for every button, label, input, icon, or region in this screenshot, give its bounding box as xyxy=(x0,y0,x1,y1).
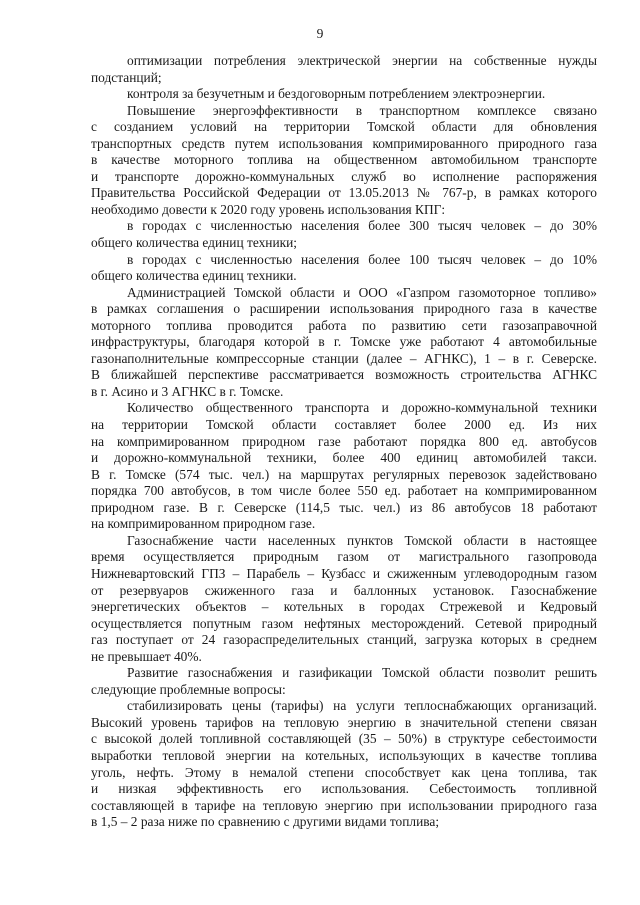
text-line: В ближайшей перспективе рассматривается возможность строительства АГНКС xyxy=(91,367,597,383)
text-line: энергетических объектов – котельных в городах Стрежевой и Кедровый xyxy=(91,599,597,615)
text-line: подстанций; xyxy=(91,69,162,85)
text-line: газ поступает от 24 газораспределительных станций, загрузка которых в среднем xyxy=(91,632,597,648)
text-line: и низкая эффективность его использования. Себестоимость топливной xyxy=(91,781,597,797)
text-line: общего количества единиц техники. xyxy=(91,268,297,284)
text-line: транспортных средств путем использования компримированного природного газа xyxy=(91,135,597,151)
text-line: в рамках соглашения о расширении использования природного газа в качестве xyxy=(91,301,597,317)
text-line: Высокий уровень тарифов на тепловую энергию в значительной степени связан xyxy=(91,714,597,730)
text-line: в г. Асино и 3 АГНКС в г. Томске. xyxy=(91,383,284,399)
text-line: Развитие газоснабжения и газификации Томской области позволит решить xyxy=(127,665,597,681)
page-number: 9 xyxy=(316,26,324,41)
text-line: с высокой долей топливной составляющей (35 – 50%) в структуре себестоимости xyxy=(91,731,597,747)
text-line: в городах с численностью населения более 100 тысяч человек – до 10% xyxy=(127,251,597,267)
text-line: Правительства Российской Федерации от 13.05.2013 № 767-р, в рамках которого xyxy=(91,185,597,201)
text-line: и дорожно-коммунальной техники, более 400 единиц автомобилей такси. xyxy=(91,450,597,466)
text-line: моторного топлива проводится работа по развитию сети газозаправочной xyxy=(91,317,597,333)
text-line: с созданием условий на территории Томской области для обновления xyxy=(91,119,597,135)
text-line: газонаполнительные компрессорные станции (далее – АГНКС), 1 – в г. Северске. xyxy=(91,350,597,366)
text-line: порядка 700 автобусов, в том числе более 550 ед. работает на компримированном xyxy=(91,483,597,499)
text-line: на компримированном природном газе работают порядка 800 ед. автобусов xyxy=(91,433,597,449)
text-line: инфраструктуры, благодаря которой в г. Томске уже работают 4 автомобильные xyxy=(91,334,597,350)
text-line: и транспорте дорожно-коммунальных служб во исполнение распоряжения xyxy=(91,168,597,184)
text-line: В г. Томске (574 тыс. чел.) на маршрутах регулярных перевозок задействовано xyxy=(91,466,597,482)
text-line: в качестве моторного топлива на общественном автомобильном транспорте xyxy=(91,152,597,168)
text-line: природном газе. В г. Северске (114,5 тыс. чел.) из 86 автобусов 18 работают xyxy=(91,499,597,515)
text-line: контроля за безучетным и бездоговорным потреблением электроэнергии. xyxy=(127,86,546,102)
text-line: Администрацией Томской области и ООО «Газпром газомоторное топливо» xyxy=(127,284,597,300)
text-line: не превышает 40%. xyxy=(91,648,202,664)
text-line: необходимо довести к 2020 году уровень использования КПГ: xyxy=(91,201,446,217)
text-line: оптимизации потребления электрической энергии на собственные нужды xyxy=(127,53,597,68)
text-line: уголь, нефть. Этому в немалой степени способствует как цена топлива, так xyxy=(91,764,597,780)
text-line: на компримированном природном газе. xyxy=(91,516,316,532)
text-line: общего количества единиц техники; xyxy=(91,235,298,251)
text-line: в городах с численностью населения более 300 тысяч человек – до 30% xyxy=(127,218,597,234)
text-line: Нижневартовский ГПЗ – Парабель – Кузбасс и сжиженным углеводородным газом xyxy=(91,565,597,581)
document-body xyxy=(91,53,597,831)
text-line: Газоснабжение части населенных пунктов Томской области в настоящее xyxy=(127,532,597,548)
text-line: следующие проблемные вопросы: xyxy=(91,681,286,697)
text-line: время осуществляется природным газом от магистрального газопровода xyxy=(91,549,597,565)
text-line: составляющей в тарифе на тепловую энергию при использовании природного газа xyxy=(91,797,597,813)
text-line: Повышение энергоэффективности в транспортном комплексе связано xyxy=(127,102,597,118)
text-line: на территории Томской области составляет более 2000 ед. Из них xyxy=(91,417,597,433)
text-line: Количество общественного транспорта и дорожно-коммунальной техники xyxy=(127,400,597,416)
text-line: выработки тепловой энергии на котельных, использующих в качестве топлива xyxy=(91,747,597,763)
text-line: в 1,5 – 2 раза ниже по сравнению с другими видами топлива; xyxy=(91,814,440,830)
text-line: от резервуаров сжиженного газа и баллонных установок. Газоснабжение xyxy=(91,582,597,598)
text-line: стабилизировать цены (тарифы) на услуги теплоснабжающих организаций. xyxy=(127,698,597,714)
text-line: осуществляется попутным газом нефтяных месторождений. Сетевой природный xyxy=(91,615,597,631)
